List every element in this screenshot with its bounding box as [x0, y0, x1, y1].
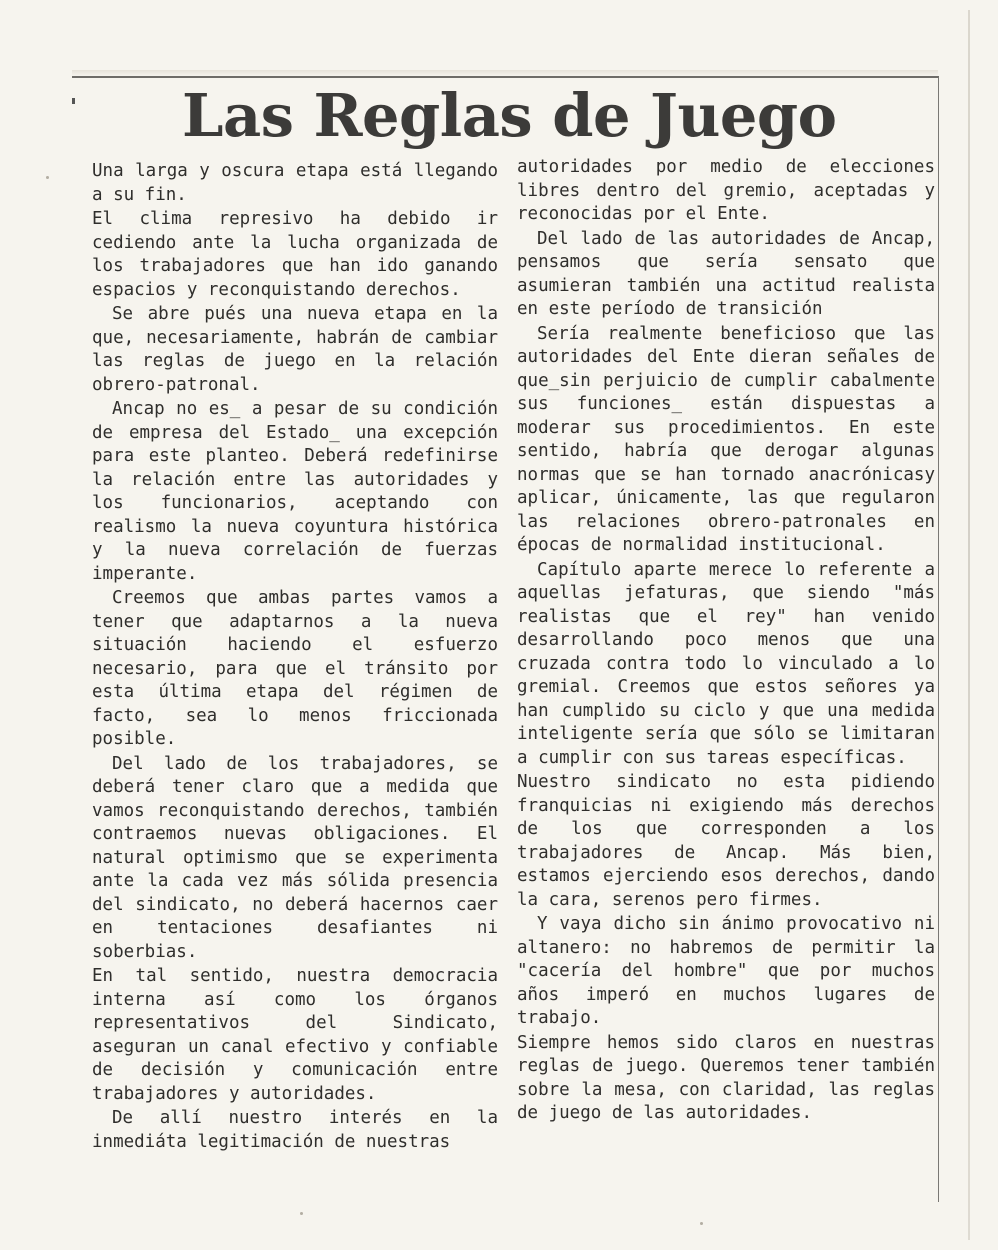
paragraph: Ancap no es_ a pesar de su condición de empresa del Estado_ una excepción para este planteo. Deberá redefinirse la relación entre las autoridades y los funcionarios, aceptando con realismo la nueva coyuntura histórica y la nueva correlación de fuerzas imperante.: [92, 399, 498, 584]
paragraph: Capítulo aparte merece lo referente a aquellas jefaturas, que siendo "más realistas que el rey" han venido desarrollando poco menos que una cruzada contra todo lo vinculado a lo gremial. Creemos que estos señores ya han cumplido su ciclo y que una medida inteligente sería que sólo se limitaran a cumplir con sus tareas específicas.: [517, 559, 935, 768]
left-column: [92, 160, 498, 1155]
paragraph: Creemos que ambas partes vamos a tener que adaptarnos a la nueva situación haciendo el esfuerzo necesario, para que el tránsito por esta última etapa del régimen de facto, sea lo menos friccionada posible.: [92, 588, 498, 749]
ink-mark: [72, 98, 75, 104]
paragraph: Siempre hemos sido claros en nuestras reglas de juego. Queremos tener también sobre la mesa, con claridad, las reglas de juego de las autoridades.: [517, 1032, 935, 1123]
paragraph: autoridades por medio de elecciones libres dentro del gremio, aceptadas y reconocidas por el Ente.: [517, 157, 935, 224]
paragraph: Del lado de los trabajadores, se deberá tener claro que a medida que vamos reconquistando derechos, también contraemos nuevas obligaciones. El natural optimismo que se experimenta ante la cada vez más sólida presencia del sindicato, no deberá hacernos caer en tentaciones desafiantes ni soberbias.: [92, 753, 498, 962]
paragraph: Del lado de las autoridades de Ancap, pensamos que sería sensato que asumieran también una actitud realista en este período de transición: [517, 228, 935, 319]
paragraph: Y vaya dicho sin ánimo provocativo ni altanero: no habremos de permitir la "cacería del hombre" que por muchos años imperó en muchos lugares de trabajo.: [517, 914, 935, 1028]
paragraph: Se abre pués una nueva etapa en la que, necesariamente, habrán de cambiar las reglas de juego en la relación obrero-patronal.: [92, 304, 498, 395]
paper-speck: [300, 1212, 303, 1215]
paper-speck: [46, 176, 49, 179]
paragraph: Sería realmente beneficioso que las autoridades del Ente dieran señales de que_sin perjuicio de cumplir cabalmente sus funciones_ están dispuestas a moderar sus procedimientos. En este sentido, habría que derogar algunas normas que se han tornado anacrónicasy aplicar, únicamente, las que regularon las relaciones obrero-patronales en épocas de normalidad institucional.: [517, 323, 935, 555]
article-title: Las Reglas de Juego: [182, 81, 837, 150]
paragraph: El clima represivo ha debido ir cediendo ante la lucha organizada de los trabajadores que han ido ganando espacios y reconquistando derechos.: [92, 209, 498, 300]
right-column: [517, 156, 935, 1127]
paragraph: Una larga y oscura etapa está llegando a su fin.: [92, 161, 498, 205]
page-edge-mark: [968, 10, 970, 1240]
paragraph: En tal sentido, nuestra democracia interna así como los órganos representativos del Sindicato, aseguran un canal efectivo y confiable de decisión y comunicación entre trabajadores y autoridades.: [92, 966, 498, 1104]
paragraph: De allí nuestro interés en la inmediáta legitimación de nuestras: [92, 1108, 498, 1152]
paragraph: Nuestro sindicato no esta pidiendo franquicias ni exigiendo más derechos de los que corresponden a los trabajadores de Ancap. Más bien, estamos ejerciendo esos derechos, dando la cara, serenos pero firmes.: [517, 772, 935, 910]
paper-speck: [700, 1222, 703, 1225]
